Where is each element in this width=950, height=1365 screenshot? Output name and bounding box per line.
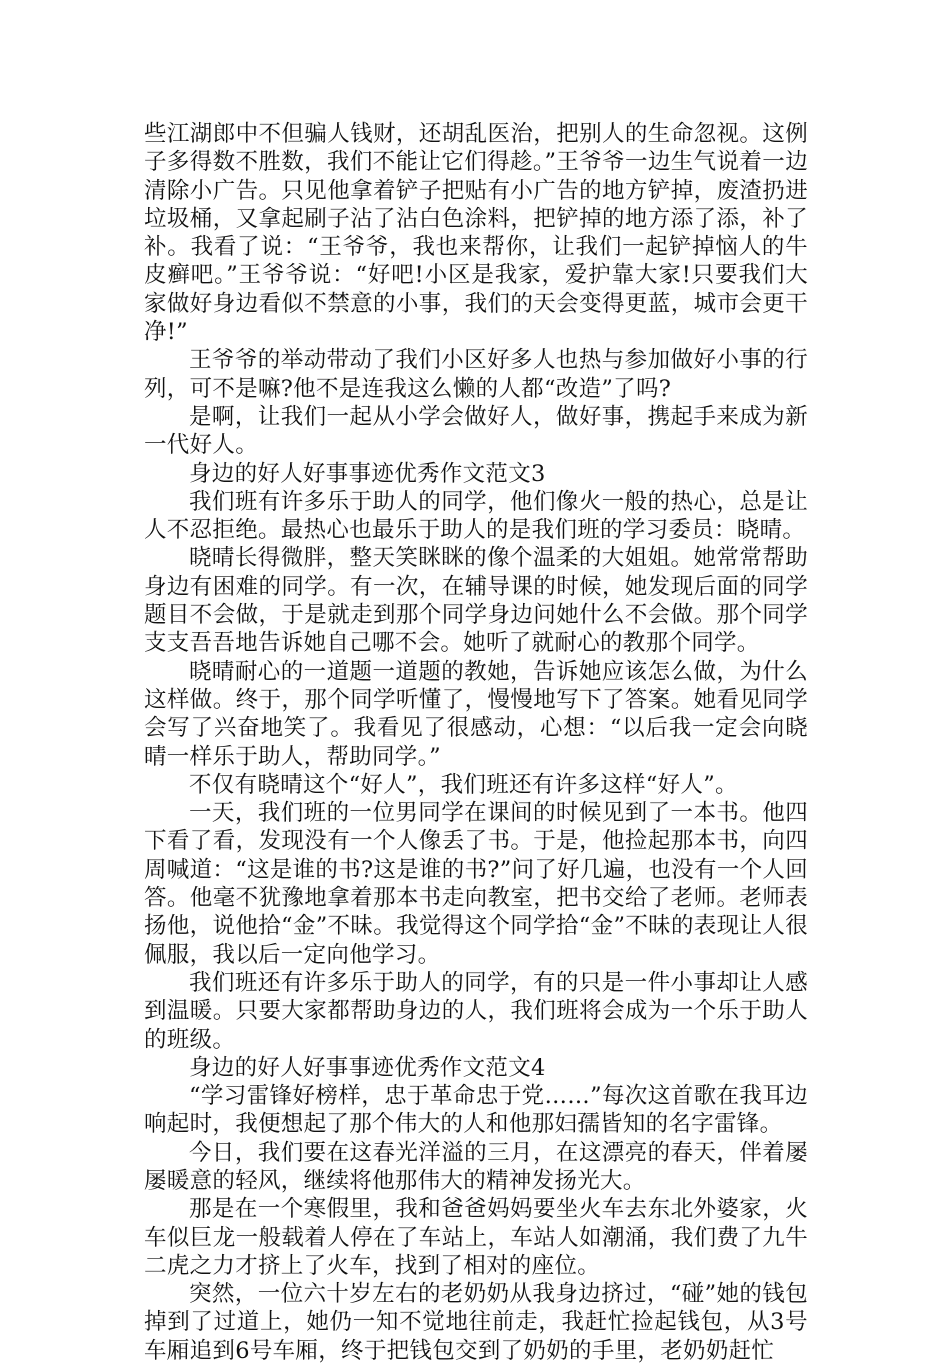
paragraph: “学习雷锋好榜样，忠于革命忠于党……”每次这首歌在我耳边响起时，我便想起了那个伟大的人和他那妇孺皆知的名字雷锋。 <box>144 1083 808 1138</box>
paragraph: 我们班有许多乐于助人的同学，他们像火一般的热心，总是让人不忍拒绝。最热心也最乐于助人的是我们班的学习委员：晓晴。 <box>144 488 808 544</box>
document-body <box>144 120 808 1365</box>
paragraph: 王爷爷的举动带动了我们小区好多人也热与参加做好小事的行列，可不是嘛?他不是连我这么懒的人都“改造”了吗? <box>144 347 808 402</box>
paragraph-continuation: 些江湖郎中不但骗人钱财，还胡乱医治，把别人的生命忽视。这例子多得数不胜数，我们不能让它们得趁。”王爷爷一边生气说着一边清除小广告。只见他拿着铲子把贴有小广告的地方铲掉，废渣扔进垃圾桶，又拿起刷子沾了沾白色涂料，把铲掉的地方添了添，补了补。我看了说：“王爷爷，我也来帮你，让我们一起铲掉恼人的牛皮癣吧。”王爷爷说：“好吧!小区是我家，爱护靠大家!只要我们大家做好身边看似不禁意的小事，我们的天会变得更蓝，城市会更干净!” <box>144 121 808 346</box>
paragraph: 我们班还有许多乐于助人的同学，有的只是一件小事却让人感到温暖。只要大家都帮助身边的人，我们班将会成为一个乐于助人的班级。 <box>144 969 808 1053</box>
section-heading-3: 身边的好人好事事迹优秀作文范文3 <box>189 460 546 487</box>
paragraph: 一天，我们班的一位男同学在课间的时候见到了一本书。他四下看了看，发现没有一个人像丢了书。于是，他捡起那本书，向四周喊道：“这是谁的书?这是谁的书?”问了好几遍，也没有一个人回答。他毫不犹豫地拿着那本书走向教室，把书交给了老师。老师表扬他，说他拾“金”不昧。我觉得这个同学拾“金”不昧的表现让人很佩服，我以后一定向他学习。 <box>144 800 808 968</box>
paragraph: 不仅有晓晴这个“好人”，我们班还有许多这样“好人”。 <box>189 771 738 798</box>
paragraph: 晓晴耐心的一道题一道题的教她，告诉她应该怎么做，为什么这样做。终于，那个同学听懂了，慢慢地写下了答案。她看见同学会写了兴奋地笑了。我看见了很感动，心想：“以后我一定会向晓晴一样乐于助人，帮助同学。” <box>144 658 808 770</box>
paragraph: 晓晴长得微胖，整天笑眯眯的像个温柔的大姐姐。她常常帮助身边有困难的同学。有一次，在辅导课的时候，她发现后面的同学题目不会做，于是就走到那个同学身边问她什么不会做。那个同学支支吾吾地告诉她自己哪不会。她听了就耐心的教那个同学。 <box>144 545 808 657</box>
section-heading-4: 身边的好人好事事迹优秀作文范文4 <box>189 1054 546 1081</box>
paragraph: 今日，我们要在这春光洋溢的三月，在这漂亮的春天，伴着屡屡暖意的轻风，继续将他那伟大的精神发扬光大。 <box>144 1139 808 1194</box>
paragraph: 是啊，让我们一起从小学会做好人，做好事，携起手来成为新一代好人。 <box>144 403 808 459</box>
paragraph: 那是在一个寒假里，我和爸爸妈妈要坐火车去东北外婆家，火车似巨龙一般载着人停在了车站上，车站人如潮涌，我们费了九牛二虎之力才挤上了火车，找到了相对的座位。 <box>144 1196 808 1279</box>
paragraph: 突然，一位六十岁左右的老奶奶从我身边挤过，“碰”她的钱包掉到了过道上，她仍一知不觉地往前走，我赶忙捡起钱包，从3号车厢追到6号车厢，终于把钱包交到了奶奶的手里，老奶奶赶忙 <box>144 1281 808 1364</box>
